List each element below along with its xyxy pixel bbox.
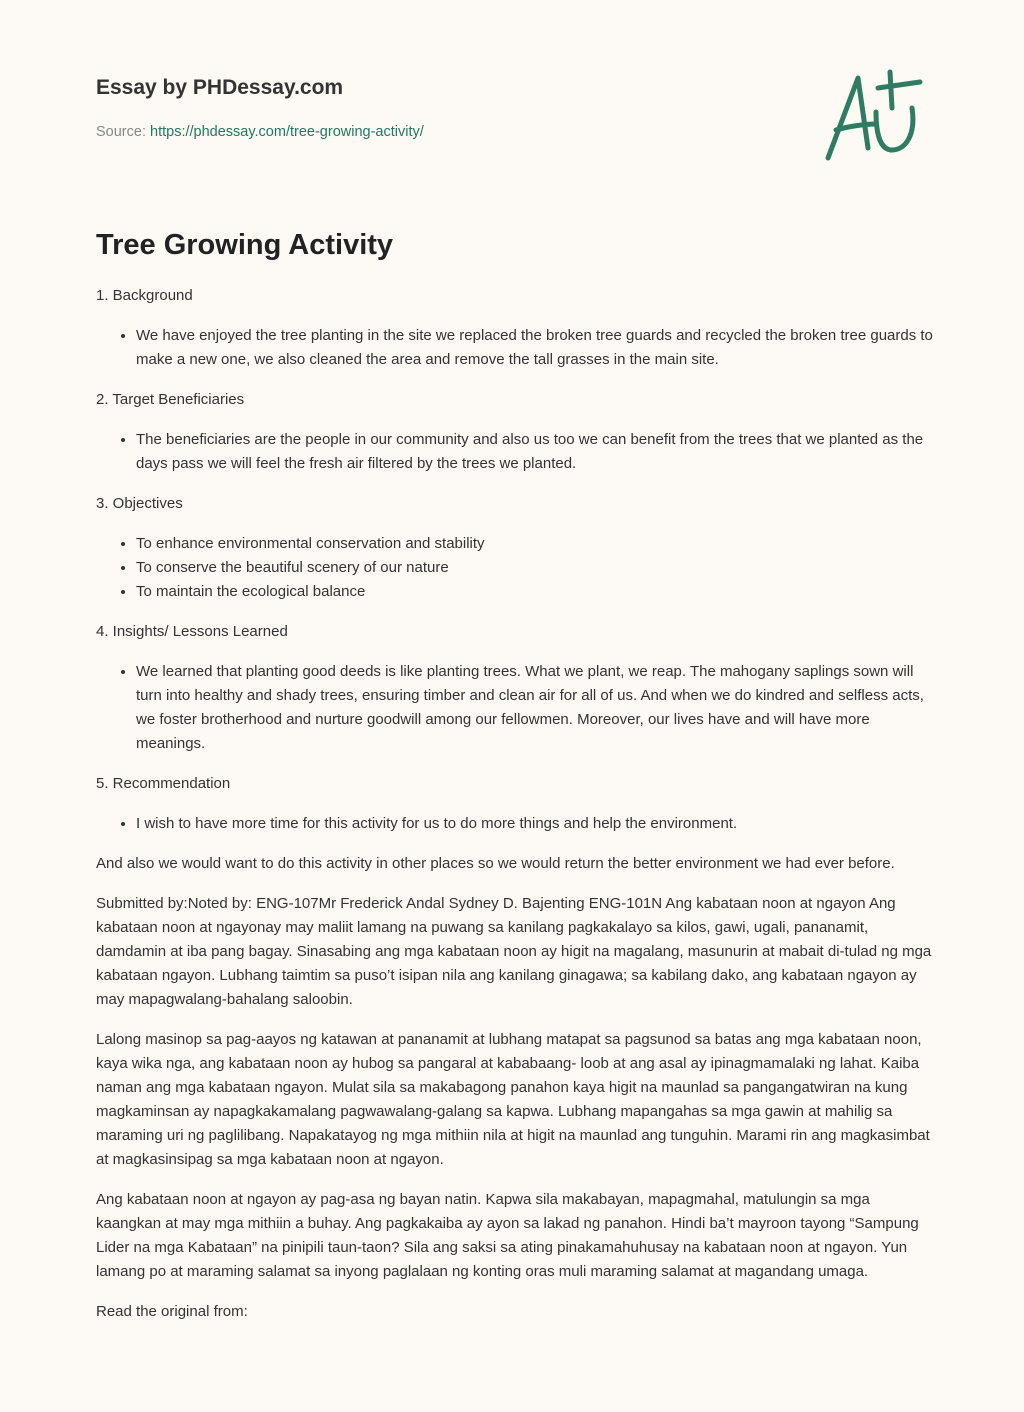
section-list bbox=[96, 428, 934, 476]
paragraph: Submitted by:Noted by: ENG-107Mr Frederick Andal Sydney D. Bajenting ENG-101N Ang kabataan noon at ngayon Ang kabataan noon at ngayonay may maliit lamang na puwang sa kanilang pagkakalayo sa kilos, gawi, ugali, pananamit, damdamin at iba pang bagay. Sinasabing ang mga kabataan noon ay higit na magalang, masunurin at mabait di-tulad ng mga kabataan ngayon. Lubhang taimtim sa puso’t isipan nila ang kanilang ginagawa; sa kabilang dako, ang kabataan ngayon ay may mapagwalang-bahalang saloobin. bbox=[96, 895, 932, 1008]
paragraph: And also we would want to do this activity in other places so we would return the better environment we had ever before. bbox=[96, 855, 895, 872]
essay-title: Tree Growing Activity bbox=[96, 229, 394, 261]
source-line bbox=[96, 124, 424, 140]
section-list bbox=[96, 660, 934, 756]
section-list bbox=[96, 324, 934, 372]
a-plus-logo-icon bbox=[820, 68, 930, 164]
section-heading: 5. Recommendation bbox=[96, 775, 231, 792]
site-title: Essay by PHDessay.com bbox=[96, 76, 344, 99]
paragraph: Ang kabataan noon at ngayon ay pag-asa ng bayan natin. Kapwa sila makabayan, mapagmahal, matulungin sa mga kaangkan at may mga mithiin a buhay. Ang pagkakaiba ay ayon sa lakad ng panahon. Hindi ba’t mayroon tayong “Sampung Lider na mga Kabataan” na pinipili taun-taon? Sila ang saksi sa ating pinakamahuhusay na kabataan noon at ngayon. Yun lamang po at maraming salamat sa inyong paglalaan ng konting oras muli maraming salamat at magandang umaga. bbox=[96, 1191, 919, 1280]
paragraph: Read the original from: bbox=[96, 1303, 248, 1320]
section-heading: 3. Objectives bbox=[96, 495, 183, 512]
list-item: • We have enjoyed the tree planting in the site we replaced the broken tree guards and recycled the broken tree guards to make a new one, we also cleaned the area and remove the tall grasses in the main site. bbox=[136, 324, 934, 372]
section-list bbox=[96, 532, 934, 604]
essay-body bbox=[96, 226, 934, 1340]
source-label: Source: bbox=[96, 124, 146, 140]
list-item: • I wish to have more time for this activity for us to do more things and help the environment. bbox=[136, 812, 934, 836]
paragraph: Lalong masinop sa pag-aayos ng katawan at pananamit at lubhang matapat sa pagsunod sa batas ang mga kabataan noon, kaya wika nga, ang kabataan noon ay hubog sa pangaral at kababaang- loob at ang asal ay ipinagmamalaki ng lahat. Kaiba naman ang mga kabataan ngayon. Mulat sila sa makabagong panahon kaya higit na maunlad sa pangangatwiran na kung magkaminsan ay napagkakamalang pagwawalang-galang sa kapwa. Lubhang mapangahas sa mga gawin at mahilig sa maraming uri ng paglilibang. Napakatayog ng mga mithiin nila at higit na maunlad ang tunguhin. Marami rin ang magkasimbat at magkasinsipag sa mga kabataan noon at ngayon. bbox=[96, 1031, 930, 1168]
section-heading: 1. Background bbox=[96, 287, 193, 304]
list-item: • To conserve the beautiful scenery of our nature bbox=[136, 556, 934, 580]
list-item: • To enhance environmental conservation and stability bbox=[136, 532, 934, 556]
list-item: • The beneficiaries are the people in our community and also us too we can benefit from the trees that we planted as the days pass we will feel the fresh air filtered by the trees we planted. bbox=[136, 428, 934, 476]
section-heading: 2. Target Beneficiaries bbox=[96, 391, 245, 408]
list-item: • To maintain the ecological balance bbox=[136, 580, 934, 604]
list-item: • We learned that planting good deeds is like planting trees. What we plant, we reap. The mahogany saplings sown will turn into healthy and shady trees, ensuring timber and clean air for all of us. And when we do kindred and selfless acts, we foster brotherhood and nurture goodwill among our fellowmen. Moreover, our lives have and will have more meanings. bbox=[136, 660, 934, 756]
source-link[interactable]: https://phdessay.com/tree-growing-activity/ bbox=[150, 124, 424, 140]
section-heading: 4. Insights/ Lessons Learned bbox=[96, 623, 288, 640]
section-list bbox=[96, 812, 934, 836]
